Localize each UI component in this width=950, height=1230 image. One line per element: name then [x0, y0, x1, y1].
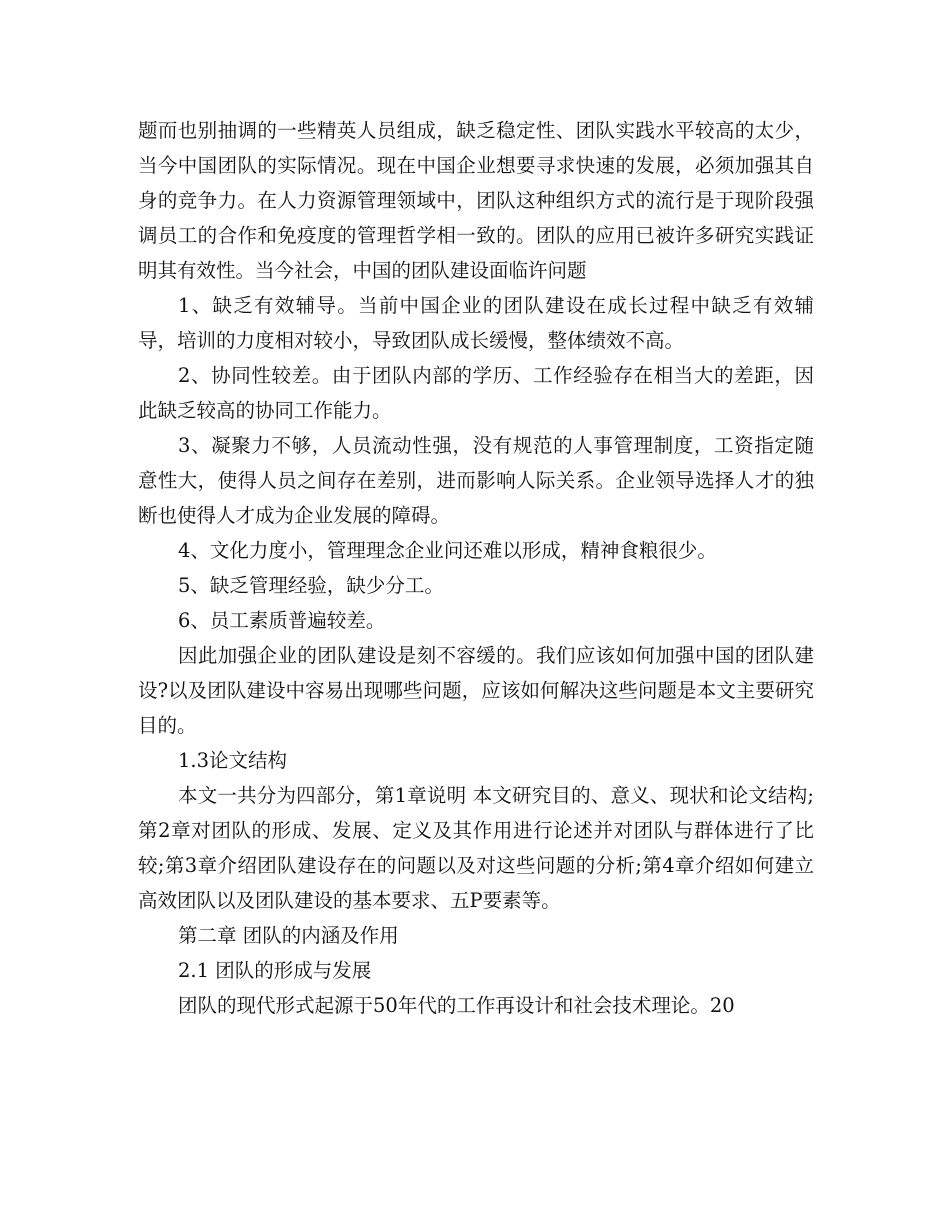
paragraph-conclusion: 因此加强企业的团队建设是刻不容缓的。我们应该如何加强中国的团队建设?以及团队建设中容易出现哪些问题，应该如何解决这些问题是本文主要研究目的。 — [138, 644, 814, 737]
document-body — [138, 113, 814, 1023]
list-item-6: 6、员工素质普遍较差。 — [178, 609, 386, 632]
list-item-1: 1、缺乏有效辅导。当前中国企业的团队建设在成长过程中缺乏有效辅导，培训的力度相对较小，导致团队成长缓慢，整体绩效不高。 — [138, 294, 814, 352]
section-heading-2-1: 2.1 团队的形成与发展 — [178, 959, 372, 982]
list-item-4: 4、文化力度小，管理理念企业问还难以形成，精神食粮很少。 — [178, 539, 717, 562]
list-item-5: 5、缺乏管理经验，缺少分工。 — [178, 574, 444, 597]
paragraph-structure: 本文一共分为四部分，第1章说明 本文研究目的、意义、现状和论文结构;第2章对团队的形成、发展、定义及其作用进行论述并对团队与群体进行了比较;第3章介绍团队建设存在的问题以及对这些问题的分析;第4章介绍如何建立高效团队以及团队建设的基本要求、五P要素等。 — [138, 784, 814, 912]
list-item-3: 3、凝聚力不够，人员流动性强，没有规范的人事管理制度，工资指定随意性大，使得人员之间存在差别，进而影响人际关系。企业领导选择人才的独断也使得人才成为企业发展的障碍。 — [138, 434, 814, 527]
paragraph-continuation: 题而也别抽调的一些精英人员组成，缺乏稳定性、团队实践水平较高的太少，当今中国团队的实际情况。现在中国企业想要寻求快速的发展，必须加强其自身的竞争力。在人力资源管理领域中，团队这种组织方式的流行是于现阶段强调员工的合作和免疫度的管理哲学相一致的。团队的应用已被许多研究实践证明其有效性。当今社会，中国的团队建设面临许问题 — [138, 119, 814, 282]
section-heading-1-3: 1.3论文结构 — [178, 749, 288, 772]
chapter-heading-2: 第二章 团队的内涵及作用 — [178, 924, 399, 947]
paragraph-team-origin: 团队的现代形式起源于50年代的工作再设计和社会技术理论。20 — [178, 994, 735, 1017]
list-item-2: 2、协同性较差。由于团队内部的学历、工作经验存在相当大的差距，因此缺乏较高的协同工作能力。 — [138, 364, 814, 422]
